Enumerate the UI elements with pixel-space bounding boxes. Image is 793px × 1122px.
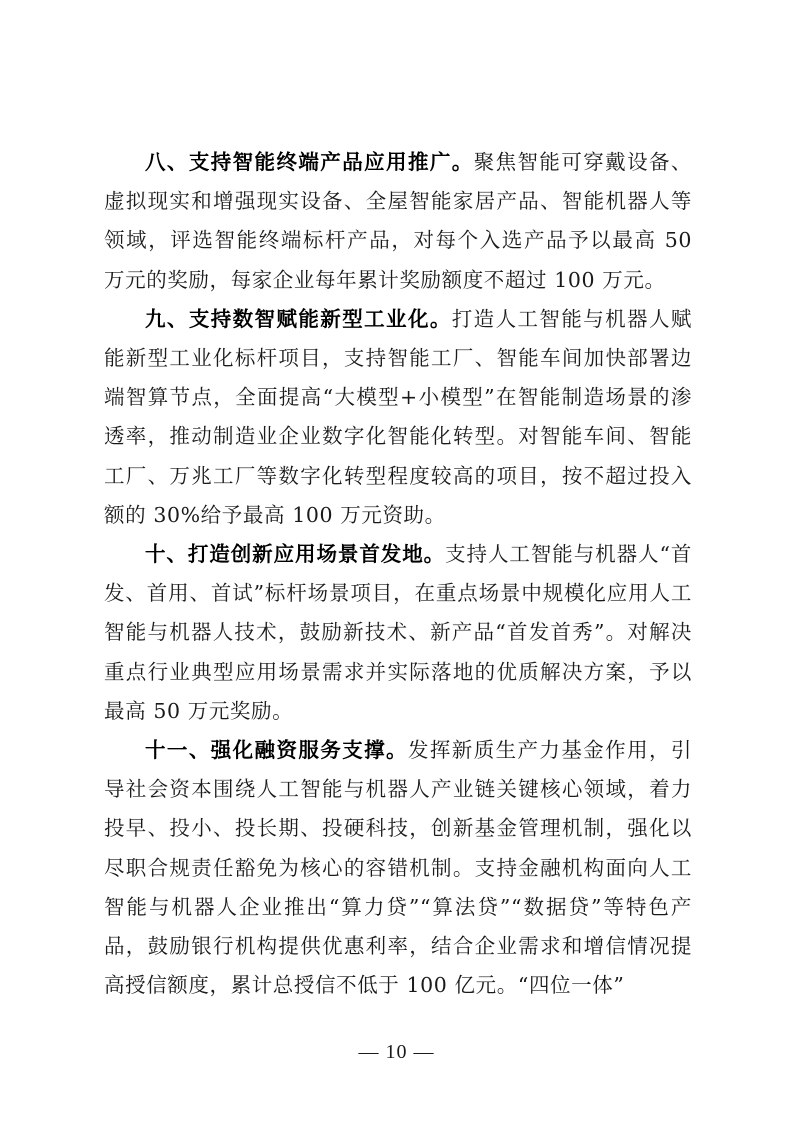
- paragraph-10: [104, 535, 692, 731]
- paragraph-8-heading: 八、支持智能终端产品应用推广。: [145, 150, 474, 174]
- paragraph-8: [104, 143, 692, 300]
- paragraph-9: [104, 300, 692, 535]
- paragraph-9-text: 打造人工智能与机器人赋能新型工业化标杆项目，支持智能工厂、智能车间加快部署边端智算节点，全面提高“大模型+小模型”在智能制造场景的渗透率，推动制造业企业数字化智能化转型。对智能车间、智能工厂、万兆工厂等数字化转型程度较高的项目，按不超过投入额的 30%给予最高 100 万元资助。: [104, 306, 692, 527]
- paragraph-11: [104, 731, 692, 1005]
- paragraph-9-heading: 九、支持数智赋能新型工业化。: [145, 306, 452, 331]
- paragraph-10-heading: 十、打造创新应用场景首发地。: [145, 542, 446, 567]
- paragraph-10-text: 支持人工智能与机器人“首发、首用、首试”标杆场景项目，在重点场景中规模化应用人工智能与机器人技术，鼓励新技术、新产品“首发首秀”。对解决重点行业典型应用场景需求并实际落地的优质解决方案，予以最高 50 万元奖励。: [104, 542, 692, 723]
- page-number: — 10 —: [358, 1041, 435, 1063]
- paragraph-11-text: 发挥新质生产力基金作用，引导社会资本围绕人工智能与机器人产业链关键核心领域，着力投早、投小、投长期、投硬科技，创新基金管理机制，强化以尽职合规责任豁免为核心的容错机制。支持金融机构面向人工智能与机器人企业推出“算力贷”“算法贷”“数据贷”等特色产品，鼓励银行机构提供优惠利率，结合企业需求和增信情况提高授信额度，累计总授信不低于 100 亿元。“四位一体”: [104, 738, 692, 998]
- document-body: [104, 143, 692, 1005]
- paragraph-11-heading: 十一、强化融资服务支撑。: [145, 738, 408, 763]
- paragraph-8-text: 聚焦智能可穿戴设备、虚拟现实和增强现实设备、全屋智能家居产品、智能机器人等领域，评选智能终端标杆产品，对每个入选产品予以最高 50 万元的奖励，每家企业每年累计奖励额度不超过 100 万元。: [104, 150, 692, 292]
